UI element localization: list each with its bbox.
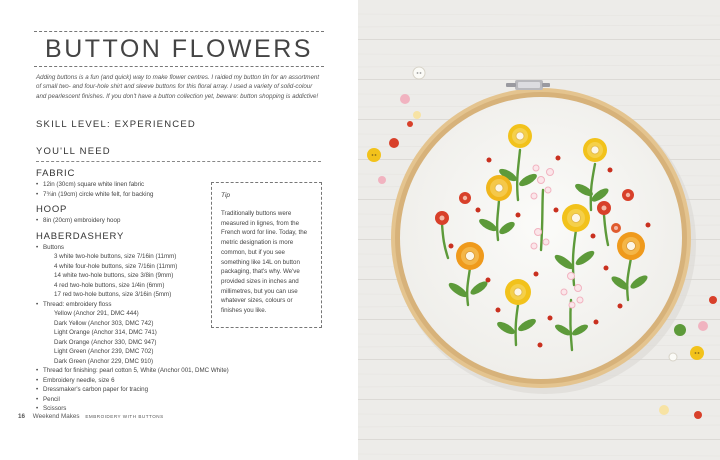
floss-colour: Light Orange (Anchor 314, DMC 741) [54, 329, 157, 336]
tip-body: Traditionally buttons were measured in lignes, from the French word for line. Today, the metric designation is more common, but if you see something like 14L on button packaging, that's why. We've provided sizes in inches and millimetres, but you can use whatever sizes, colours or finishes you like. [221, 210, 308, 315]
embroidery-hoop-photo [358, 0, 720, 460]
you-need-heading: YOU'LL NEED [36, 146, 111, 157]
page-title: BUTTON FLOWERS [45, 35, 313, 63]
button-spec: 17 red two-hole buttons, size 3/16in (5mm) [54, 291, 172, 298]
list-item: • Thread for finishing: pearl cotton 5, White (Anchor 001, DMC White) [36, 366, 236, 376]
list-item: • Embroidery needle, size 6 [36, 376, 211, 386]
floss-colour: Light Green (Anchor 239, DMC 702) [54, 348, 154, 355]
chapter-name: EMBROIDERY WITH BUTTONS [85, 414, 164, 419]
fabric-heading: FABRIC [36, 168, 76, 179]
title-rule-bottom [34, 66, 324, 67]
book-title: Weekend Makes [32, 413, 80, 420]
list-item: • Scissors [36, 404, 211, 414]
list-item: • Dressmaker's carbon paper for tracing [36, 385, 211, 395]
button-spec: 3 white two-hole buttons, size 7/16in (11mm) [54, 253, 177, 260]
hoop-heading: HOOP [36, 204, 68, 215]
skill-level-heading: SKILL LEVEL: EXPERIENCED [36, 119, 196, 130]
floss-colour: Dark Green (Anchor 229, DMC 910) [54, 357, 154, 365]
tip-box [211, 182, 322, 328]
button-spec: 14 white two-hole buttons, size 3/8in (9mm) [54, 272, 174, 279]
list-item: • 7¾in (19cm) circle white felt, for backing [36, 190, 211, 200]
tip-heading: Tip [221, 192, 231, 199]
list-item: • Pencil [36, 395, 211, 405]
page-number: 16 [18, 413, 26, 420]
button-spec: 4 red two-hole buttons, size 1/4in (6mm) [54, 281, 165, 289]
button-spec: 4 white four-hole buttons, size 7/16in (11mm) [54, 262, 178, 270]
floss-colour: Yellow (Anchor 291, DMC 444) [54, 310, 139, 317]
haberdashery-heading: HABERDASHERY [36, 230, 125, 242]
embroidery-illustration [358, 0, 720, 460]
list-item: • 8in (20cm) embroidery hoop [36, 216, 211, 226]
floss-colour: Dark Orange (Anchor 330, DMC 947) [54, 338, 157, 346]
intro-paragraph: Adding buttons is a fun (and quick) way to make flower centres. I raided my button tin for an assortment of small two- and four-hole shirt and sleeve buttons for this floral array. I used a variety of solid-colour and pearlescent finishes. If you don't have a button collection yet, beware: button shopping is addictive! [36, 74, 320, 100]
list-item: • Thread: embroidery floss [36, 300, 211, 310]
left-page [0, 0, 358, 460]
floss-colour: Dark Yellow (Anchor 303, DMC 742) [54, 319, 154, 327]
list-item: • 12in (30cm) square white linen fabric [36, 180, 211, 190]
title-rule-top [34, 31, 324, 32]
list-item: • Buttons [36, 243, 211, 253]
you-need-rule [36, 161, 321, 162]
page-footer [18, 413, 164, 420]
